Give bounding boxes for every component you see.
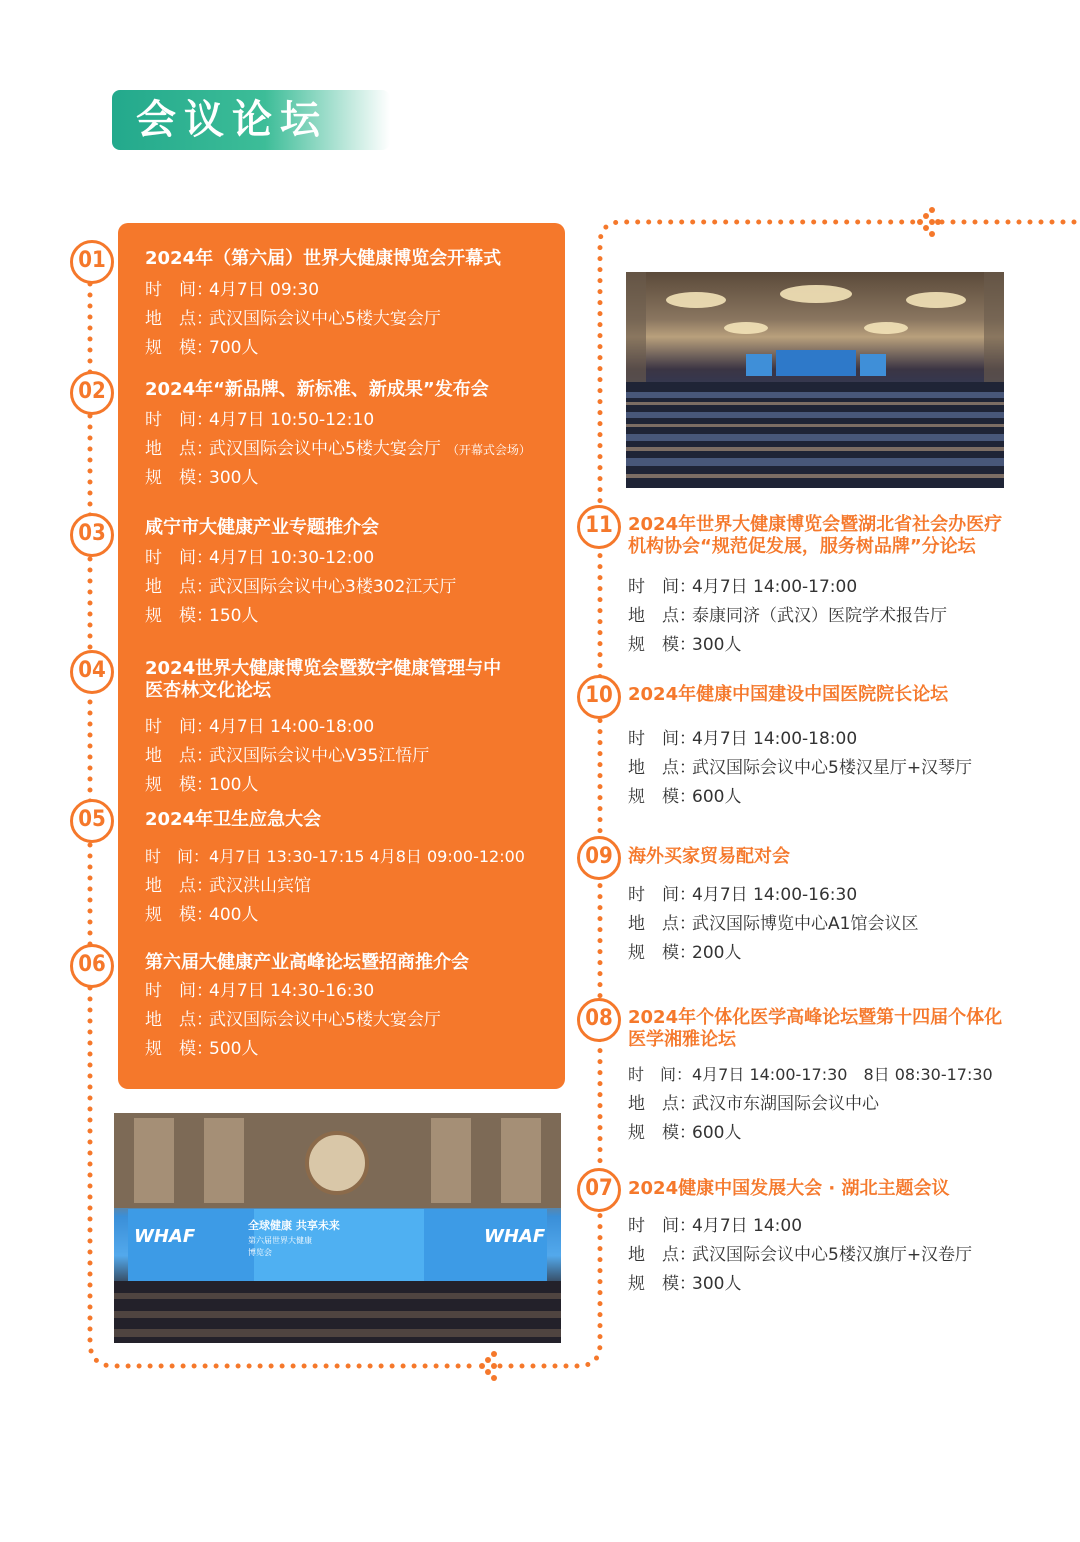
event-scale: 规 模：600人 <box>628 787 742 807</box>
conference-hall-photo <box>626 272 1004 488</box>
event-scale: 规 模：400人 <box>145 905 259 925</box>
whaf-logo-left: WHAF <box>134 1226 196 1247</box>
event-place: 地 点：武汉国际会议中心5楼汉星厅+汉琴厅 <box>628 758 973 778</box>
event-title: 2024年健康中国建设中国医院院长论坛 <box>628 684 949 705</box>
event-number-badge: 04 <box>70 650 114 694</box>
event-scale: 规 模：150人 <box>145 606 259 626</box>
event-time: 时 间：4月7日 10:50-12:10 <box>145 410 375 430</box>
event-number-badge: 01 <box>70 240 114 284</box>
event-place: 地 点：武汉国际会议中心3楼302江天厅 <box>145 577 457 597</box>
event-place: 地 点：武汉国际会议中心5楼大宴会厅 <box>145 1010 441 1030</box>
event-place: 地 点：武汉市东湖国际会议中心 <box>628 1094 879 1114</box>
event-title: 2024世界大健康博览会暨数字健康管理与中医杏林文化论坛 <box>145 658 502 701</box>
whaf-logo-right: WHAF <box>484 1226 546 1247</box>
conference-hall-illustration <box>626 272 1004 488</box>
event-scale: 规 模：300人 <box>145 468 259 488</box>
event-time: 时 间：4月7日 14:00-17:30 8日 08:30-17:30 <box>628 1065 993 1084</box>
event-time: 时 间：4月7日 14:00-17:00 <box>628 577 858 597</box>
event-title: 海外买家贸易配对会 <box>628 846 790 867</box>
event-time: 时 间：4月7日 14:00-18:00 <box>145 717 375 737</box>
event-scale: 规 模：300人 <box>628 1274 742 1294</box>
event-place: 地 点：武汉国际会议中心5楼大宴会厅 （开幕式会场） <box>145 439 531 459</box>
event-number-badge: 06 <box>70 944 114 988</box>
stage-slogan: 全球健康 共享未来 <box>248 1219 340 1232</box>
section-title: 会议论坛 <box>136 97 328 143</box>
event-title: 2024年个体化医学高峰论坛暨第十四届个体化医学湘雅论坛 <box>628 1007 1003 1050</box>
forum-stage-photo <box>114 1113 561 1343</box>
event-number-badge: 03 <box>70 513 114 557</box>
event-scale: 规 模：100人 <box>145 775 259 795</box>
event-title: 咸宁市大健康产业专题推介会 <box>145 517 379 538</box>
event-time: 时 间：4月7日 14:00 <box>628 1216 803 1236</box>
event-number-badge: 05 <box>70 799 114 843</box>
event-title: 2024年世界大健康博览会暨湖北省社会办医疗机构协会“规范促发展，服务树品牌”分论坛 <box>628 514 1003 557</box>
event-place: 地 点：泰康同济（武汉）医院学术报告厅 <box>628 606 947 626</box>
event-title: 2024年（第六届）世界大健康博览会开幕式 <box>145 248 502 269</box>
event-scale: 规 模：500人 <box>145 1039 259 1059</box>
event-scale: 规 模：700人 <box>145 338 259 358</box>
event-place: 地 点：武汉国际会议中心5楼汉旗厅+汉卷厅 <box>628 1245 973 1265</box>
event-time: 时 间：4月7日 14:00-16:30 <box>628 885 858 905</box>
event-title: 2024健康中国发展大会 · 湖北主题会议 <box>628 1178 950 1199</box>
event-time: 时 间：4月7日 14:30-16:30 <box>145 981 375 1001</box>
event-time: 时 间：4月7日 10:30-12:00 <box>145 548 375 568</box>
event-scale: 规 模：600人 <box>628 1123 742 1143</box>
event-title: 第六届大健康产业高峰论坛暨招商推介会 <box>145 952 469 973</box>
event-time: 时 间：4月7日 13:30-17:15 4月8日 09:00-12:00 <box>145 847 525 866</box>
stage-subtitle: 第六届世界大健康 <box>248 1236 312 1245</box>
event-scale: 规 模：200人 <box>628 943 742 963</box>
event-scale: 规 模：300人 <box>628 635 742 655</box>
event-number-badge: 10 <box>577 675 621 719</box>
event-place: 地 点：武汉洪山宾馆 <box>145 876 311 896</box>
event-number-badge: 02 <box>70 371 114 415</box>
event-time: 时 间：4月7日 14:00-18:00 <box>628 729 858 749</box>
event-title: 2024年卫生应急大会 <box>145 809 322 830</box>
event-time: 时 间：4月7日 09:30 <box>145 280 320 300</box>
event-place: 地 点：武汉国际博览中心A1馆会议区 <box>628 914 919 934</box>
event-place: 地 点：武汉国际会议中心5楼大宴会厅 <box>145 309 441 329</box>
event-number-badge: 09 <box>577 836 621 880</box>
event-title: 2024年“新品牌、新标准、新成果”发布会 <box>145 379 489 400</box>
event-number-badge: 11 <box>577 505 621 549</box>
stage-subtitle-2: 博览会 <box>248 1248 272 1257</box>
event-place: 地 点：武汉国际会议中心V35江悟厅 <box>145 746 430 766</box>
event-number-badge: 08 <box>577 998 621 1042</box>
event-number-badge: 07 <box>577 1168 621 1212</box>
